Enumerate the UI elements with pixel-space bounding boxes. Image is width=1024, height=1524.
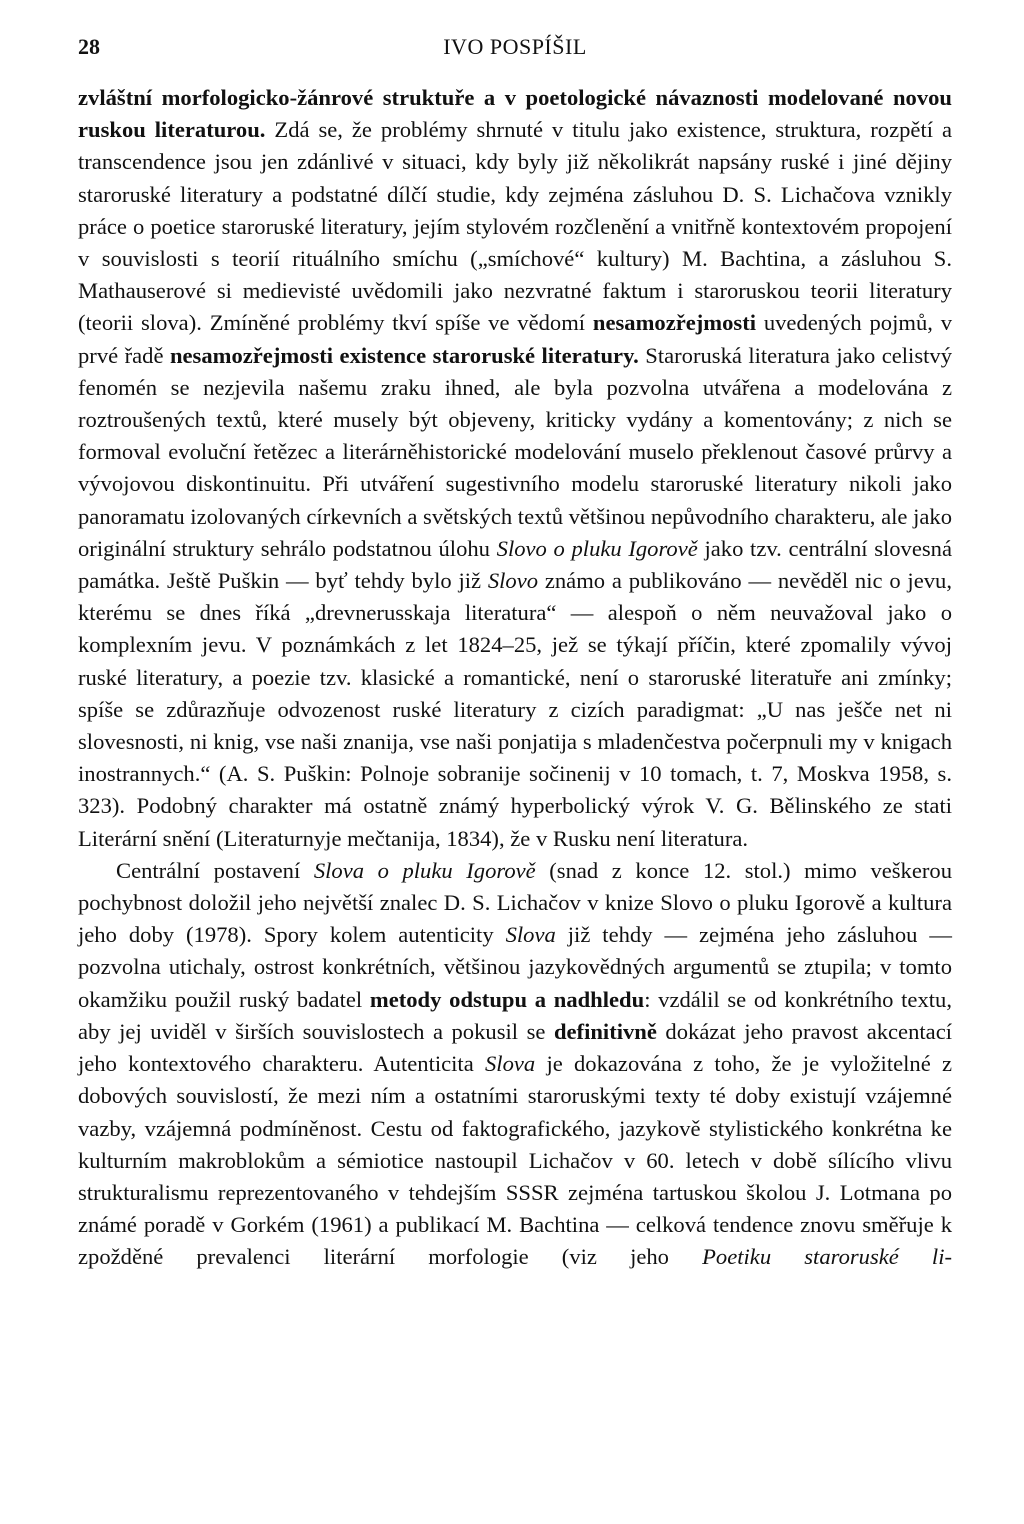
italic-title: Slova <box>485 1051 536 1077</box>
bold-phrase: definitivně <box>553 1018 657 1044</box>
text-run: již tehdy — zejména jeho zásluhou — pozvolna utichaly, ostrost konkrétních, většinou jazykovědných argumentů se ztupila; v tomto okamžiku použil ruský badatel <box>78 922 952 1012</box>
italic-title: Slovo o pluku Igorově <box>496 535 698 561</box>
italic-title: Slovo <box>487 568 539 594</box>
paragraph <box>78 855 952 1274</box>
text-run: Centrální postavení <box>116 857 314 883</box>
text-run: Staroruská literatura jako celistvý fenomén se nezjevila našemu zraku ihned, ale byla pozvolna utvářena a modelována z roztroušených textů, které musely být objeveny, kriticky vydány a komentovány; z nich se formoval evoluční řetězec a literárněhistorické modelování muselo překlenout časové průrvy a vývojovou diskontinuitu. Při utváření sugestivního modelu staroruské literatury nikoli jako panoramatu izolovaných církevních a světských textů většinou nepůvodního charakteru, ale jako originální struktury sehrálo podstatnou úlohu <box>78 342 952 561</box>
text-run: známo a publikováno — nevěděl nic o jevu, kterému se dnes říká „drevnerusskaja literatura“ — alespoň o něm neuvažoval jako o komplexním jevu. V poznámkách z let 1824–25, jež se týkají příčin, které zpomalily vývoj ruské literatury, a poezie tzv. klasické a romantické, není o staroruské literatuře ani zmínky; spíše se zdůrazňuje odvozenost ruské literatury z cizích paradigmat: „U nas ješče net ni slovesnosti, ni knig, vse naši znanija, vse naši ponjatija s mladenčestva počerpnuli my v knigach inostrannych.“ (A. S. Puškin: Polnoje sobranije sočinenij v 10 tomach, t. 7, Moskva 1958, s. 323). Podobný charakter má ostatně známý hyperbolický výrok V. G. Bělinského ze stati Literární snění (Literaturnyje mečtanija, 1834), že v Rusku není literatura. <box>78 568 952 851</box>
text-run: (snad z konce 12. stol.) mimo veškerou pochybnost doložil jeho největší znalec D. S. Lichačov v knize Slovo o pluku Igorově a kultura jeho doby (1978). Spory kolem autenticity <box>78 857 952 948</box>
bold-phrase: nesamozřejmosti <box>592 310 757 336</box>
running-title: IVO POSPÍŠIL <box>443 34 587 59</box>
italic-title: Poetiku staroruské li- <box>702 1244 953 1270</box>
book-page <box>78 30 952 1274</box>
text-run: uvedených pojmů, v prvé řadě <box>78 310 952 368</box>
bold-phrase: metody odstupu a nadhledu <box>369 986 645 1012</box>
italic-title: Slova o pluku Igorově <box>313 857 536 883</box>
bold-phrase: zvláštní morfologicko-žánrové struktuře a v poetologické návaznosti modelované novou ruskou literaturou. <box>78 85 952 143</box>
text-run: jako tzv. centrální slovesná památka. Ještě Puškin — byť tehdy bylo již <box>78 535 953 594</box>
page-number: 28 <box>78 34 100 59</box>
italic-title: Slova <box>505 922 556 948</box>
body-text <box>78 82 952 1274</box>
text-run: je dokazována z toho, že je vyložitelné z dobových souvislostí, že mezi ním a ostatními staroruskými texty té doby existují vzájemné vazby, vzájemná podmíněnost. Cestu od faktografického, jazykově stylistického konkrétna ke kulturním makroblokům a sémiotice nastoupil Lichačov v 60. letech v době sílícího vlivu strukturalismu reprezentovaného v tehdejším SSSR zejména tartuskou školou J. Lotmana po známé poradě v Gorkém (1961) a publikací M. Bachtina — celková tendence znovu směřuje k zpožděné prevalenci literární morfologie (viz jeho <box>78 1051 952 1270</box>
text-run: : vzdálil se od konkrétního textu, aby jej uviděl v širších souvislostech a pokusil se <box>78 986 952 1044</box>
text-run: dokázat jeho pravost akcentací jeho kontextového charakteru. Autenticita <box>78 1018 952 1077</box>
bold-phrase: nesamozřejmosti existence staroruské literatury. <box>169 342 639 368</box>
running-head <box>78 30 952 64</box>
paragraph <box>78 82 952 855</box>
text-run: Zdá se, že problémy shrnuté v titulu jako existence, struktura, rozpětí a transcendence jsou jen zdánlivé v situaci, kdy byly již několikrát napsány ruské i jiné dějiny staroruské literatury a podstatné dílčí studie, kdy zejména zásluhou D. S. Lichačova vznikly práce o poetice staroruské literatury, jejím stylovém rozčlenění a vnitřně kontextovém propojení v souvislosti s teorií rituálního smíchu („smíchové“ kultury) M. Bachtina, a zásluhou S. Mathauserové si medievisté uvědomili jako nezvratné faktum i staroruskou teorii literatury (teorii slova). Zmíněné problémy tkví spíše ve vědomí <box>78 117 953 336</box>
